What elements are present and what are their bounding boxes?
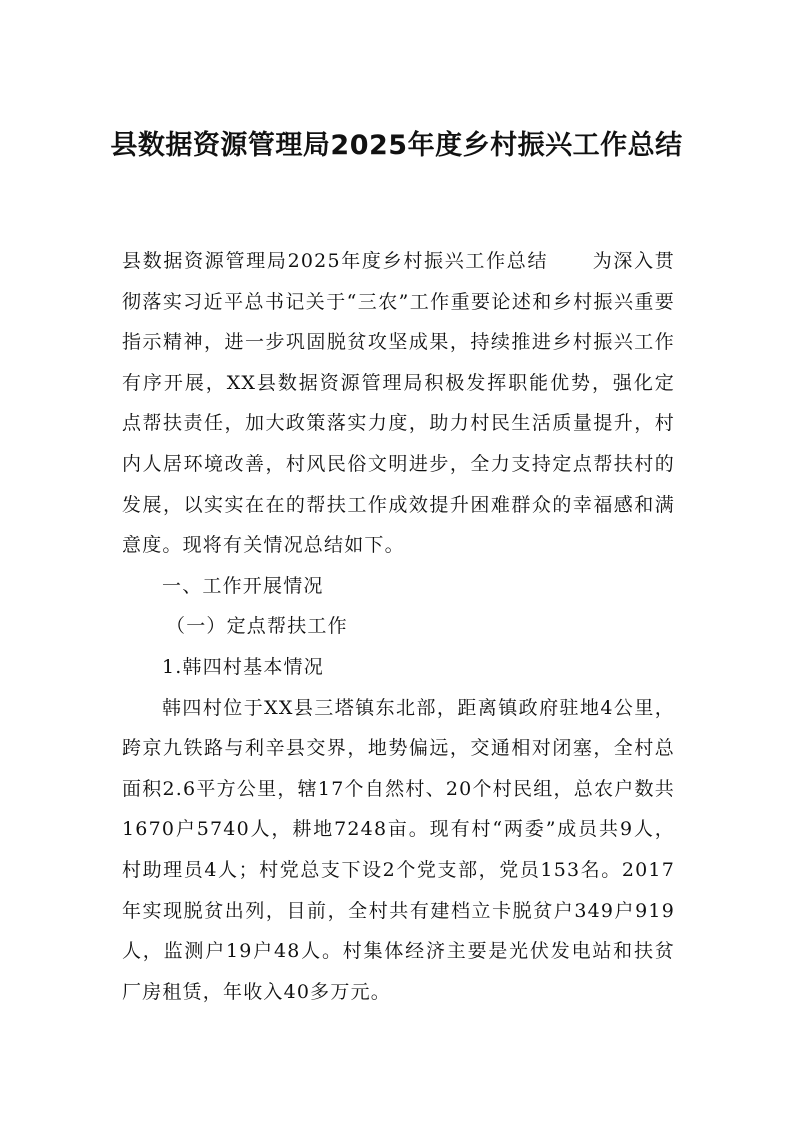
document-body — [122, 241, 675, 1012]
intro-paragraph — [122, 241, 675, 566]
intro-lead: 县数据资源管理局2025年度乡村振兴工作总结 — [122, 250, 549, 272]
item-heading: 1.韩四村基本情况 — [162, 655, 324, 678]
subsection-heading: （一）定点帮扶工作 — [166, 615, 348, 638]
section-heading: 一、工作开展情况 — [162, 574, 324, 597]
document-title: 县数据资源管理局2025年度乡村振兴工作总结 — [110, 130, 683, 161]
item-paragraph: 韩四村位于XX县三塔镇东北部，距离镇政府驻地4公里，跨京九铁路与利辛县交界，地势偏远，交通相对闭塞，全村总面积2.6平方公里，辖17个自然村、20个村民组，总农户数共1670户5740人，耕地7248亩。现有村“两委”成员共9人，村助理员4人；村党总支下设2个党支部，党员153名。2017年实现脱贫出列，目前，全村共有建档立卡脱贫户349户919人，监测户19户48人。村集体经济主要是光伏发电站和扶贫厂房租赁，年收入40多万元。 — [122, 696, 675, 1003]
intro-text: 为深入贯彻落实习近平总书记关于“三农”工作重要论述和乡村振兴重要指示精神，进一步巩固脱贫攻坚成果，持续推进乡村振兴工作有序开展，XX县数据资源管理局积极发挥职能优势，强化定点帮扶责任，加大政策落实力度，助力村民生活质量提升，村内人居环境改善，村风民俗文明进步，全力支持定点帮扶村的发展，以实实在在的帮扶工作成效提升困难群众的幸福感和满意度。现将有关情况总结如下。 — [122, 250, 675, 557]
